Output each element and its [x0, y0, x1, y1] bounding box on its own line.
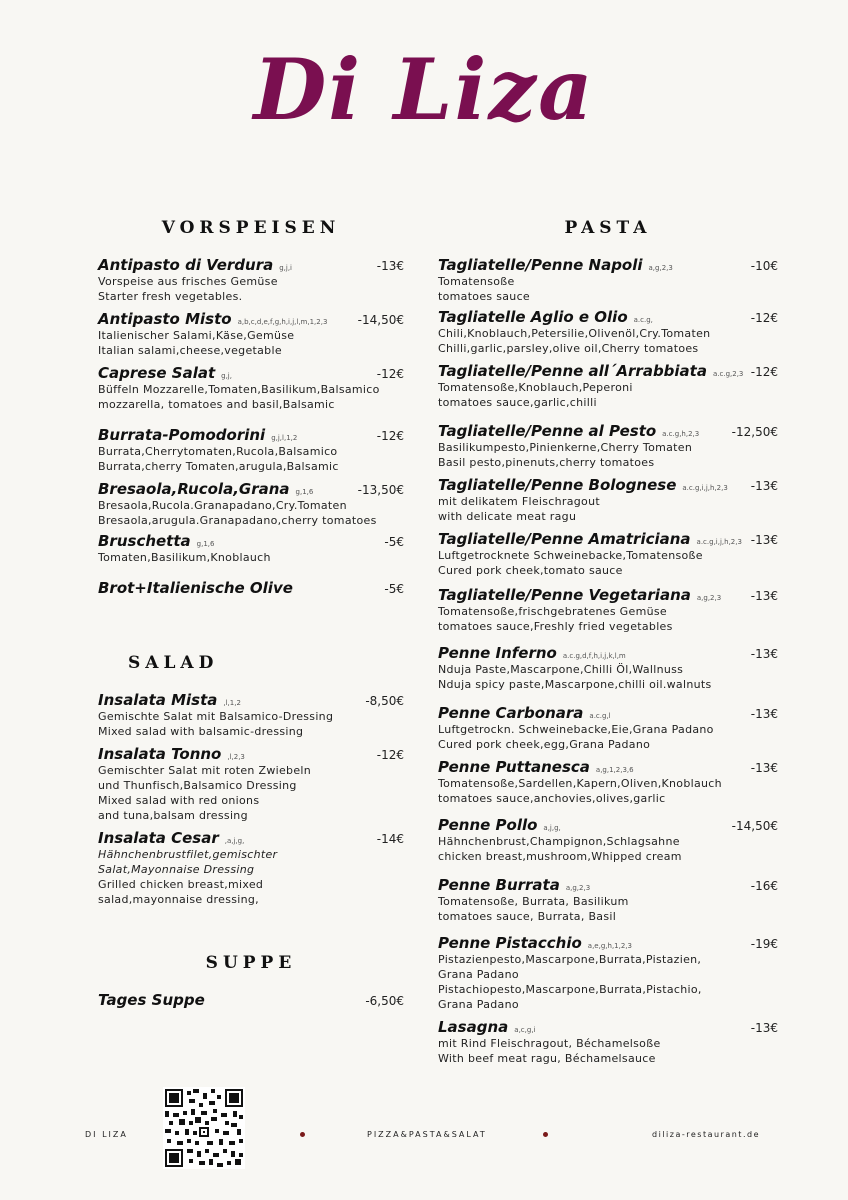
menu-item — [438, 308, 778, 356]
menu-item-header — [438, 476, 778, 494]
menu-item-title — [98, 745, 245, 763]
menu-item-price: -12€ — [750, 311, 778, 325]
menu-item-price: -19€ — [750, 937, 778, 951]
menu-item-header — [98, 532, 404, 550]
menu-item-header — [98, 480, 404, 498]
menu-item-price: -13€ — [750, 589, 778, 603]
menu-item-title — [98, 256, 292, 274]
menu-item-description: Mixed salad with balsamic-dressing — [98, 725, 304, 738]
menu-item-title — [438, 704, 611, 722]
menu-item-description: Luftgetrockn. Schweinebacke,Eie,Grana Padano — [438, 723, 714, 736]
menu-item-name: Tagliatelle/Penne Vegetariana — [438, 586, 691, 604]
menu-item — [98, 480, 404, 528]
menu-item-price: -16€ — [750, 879, 778, 893]
menu-item — [438, 876, 778, 924]
allergen-codes: g,1,6 — [295, 488, 314, 496]
menu-item-header — [438, 362, 778, 380]
menu-item-price: -14€ — [376, 832, 404, 846]
allergen-codes: a,j,g, — [543, 824, 561, 832]
menu-item-price: -13,50€ — [357, 483, 404, 497]
menu-item-description: Tomatensoße,Knoblauch,Peperoni — [438, 381, 633, 394]
menu-item-title — [438, 256, 673, 274]
menu-item-description: Luftgetrocknete Schweinebacke,Tomatensoße — [438, 549, 703, 562]
section-title-suppe: SUPPE — [205, 953, 297, 973]
menu-item-description: Büffeln Mozzarelle,Tomaten,Basilikum,Balsamico — [98, 383, 380, 396]
menu-item-title — [438, 644, 626, 662]
menu-item-header — [438, 530, 778, 548]
menu-item-price: -13€ — [750, 533, 778, 547]
menu-item-name: Insalata Tonno — [98, 745, 222, 763]
menu-item-description: salad,mayonnaise dressing, — [98, 893, 259, 906]
menu-item-name: Penne Puttanesca — [438, 758, 590, 776]
menu-item-description: Italian salami,cheese,vegetable — [98, 344, 282, 357]
menu-item-title — [98, 691, 241, 709]
menu-item-description: tomatoes sauce,garlic,chilli — [438, 396, 597, 409]
brand-logo: Di Liza — [253, 40, 595, 139]
menu-item-title — [98, 480, 313, 498]
menu-item-description: Tomaten,Basilikum,Knoblauch — [98, 551, 271, 564]
menu-item-header — [438, 308, 778, 326]
menu-item-description: Grana Padano — [438, 998, 519, 1011]
menu-item-name: Insalata Mista — [98, 691, 218, 709]
menu-item-description: Cured pork cheek,egg,Grana Padano — [438, 738, 651, 751]
menu-item-price: -12€ — [376, 367, 404, 381]
allergen-codes: a.c.g, — [633, 316, 653, 324]
menu-item-description: Gemischter Salat mit roten Zwiebeln — [98, 764, 312, 777]
menu-item-description: Burrata,Cherrytomaten,Rucola,Balsamico — [98, 445, 338, 458]
footer-website-link[interactable]: diliza-restaurant.de — [652, 1130, 760, 1139]
allergen-codes: a,g,2,3 — [696, 594, 722, 602]
allergen-codes: a,e,g,h,1,2,3 — [587, 942, 632, 950]
menu-item-header — [438, 704, 778, 722]
suppe-list — [98, 991, 404, 1009]
menu-item-header — [98, 364, 404, 382]
menu-item-title — [98, 532, 214, 550]
menu-item-title — [438, 816, 561, 834]
menu-item-price: -5€ — [384, 582, 404, 596]
menu-item — [438, 704, 778, 752]
menu-item-description: Salat,Mayonnaise Dressing — [98, 863, 255, 876]
menu-item-title — [438, 1018, 535, 1036]
menu-item-price: -12,50€ — [731, 425, 778, 439]
menu-item-name: Tages Suppe — [98, 991, 205, 1009]
footer-brand: DI LIZA — [85, 1130, 128, 1139]
menu-item-name: Bruschetta — [98, 532, 191, 550]
menu-item-header — [98, 745, 404, 763]
allergen-codes: a,g,2,3 — [565, 884, 591, 892]
menu-item-price: -12€ — [376, 429, 404, 443]
menu-item — [98, 532, 404, 565]
menu-item — [438, 362, 778, 410]
allergen-codes: ,a,j,g, — [224, 837, 245, 845]
footer-tagline: PIZZA&PASTA&SALAT — [367, 1130, 487, 1139]
left-column — [98, 218, 404, 1015]
menu-item-name: Penne Burrata — [438, 876, 560, 894]
menu-item-description: Nduja spicy paste,Mascarpone,chilli oil.walnuts — [438, 678, 712, 691]
menu-item — [98, 691, 404, 739]
footer-dot-icon — [300, 1132, 305, 1137]
section-title-salad: SALAD — [128, 653, 219, 673]
menu-item — [98, 256, 404, 304]
menu-item-header — [98, 256, 404, 274]
menu-item-description: Pistazienpesto,Mascarpone,Burrata,Pistazien, — [438, 953, 702, 966]
menu-item-name: Penne Carbonara — [438, 704, 584, 722]
menu-item-name: Tagliatelle Aglio e Olio — [438, 308, 628, 326]
allergen-codes: a,b,c,d,e,f,g,h,i,j,l,m,1,2,3 — [237, 318, 328, 326]
menu-item-name: Antipasto Misto — [98, 310, 232, 328]
menu-item-name: Penne Pollo — [438, 816, 538, 834]
menu-item-description: Vorspeise aus frisches Gemüse — [98, 275, 278, 288]
menu-item-description: Tomatensoße,Sardellen,Kapern,Oliven,Knoblauch — [438, 777, 722, 790]
menu-item-header — [438, 586, 778, 604]
allergen-codes: a.c.g,i,j,h,2,3 — [696, 538, 742, 546]
menu-item-title — [438, 586, 721, 604]
menu-item-description: and tuna,balsam dressing — [98, 809, 248, 822]
menu-item-header — [438, 934, 778, 952]
allergen-codes: g,j,i — [279, 264, 293, 272]
menu-item-header — [98, 829, 404, 847]
allergen-codes: a,g,1,2,3,6 — [595, 766, 634, 774]
menu-item — [98, 364, 404, 412]
menu-item-description: mit Rind Fleischragout, Béchamelsoße — [438, 1037, 661, 1050]
menu-item-description: Hähnchenbrust,Champignon,Schlagsahne — [438, 835, 680, 848]
menu-item-title — [98, 991, 205, 1009]
menu-item — [438, 530, 778, 578]
menu-item-header — [98, 691, 404, 709]
menu-item — [98, 579, 404, 597]
menu-item — [98, 991, 404, 1009]
menu-item-header — [438, 422, 778, 440]
menu-item — [438, 934, 778, 1012]
menu-item-price: -13€ — [750, 761, 778, 775]
menu-item-description: tomatoes sauce — [438, 290, 530, 303]
allergen-codes: a.c.g,i,j,h,2,3 — [682, 484, 728, 492]
menu-item-name: Tagliatelle/Penne all´Arrabbiata — [438, 362, 707, 380]
allergen-codes: g,j,l,1,2 — [271, 434, 298, 442]
menu-item — [438, 256, 778, 304]
allergen-codes: a.c.g,d,f,h,i,j,k,l,m — [562, 652, 626, 660]
menu-item-description: tomatoes sauce, Burrata, Basil — [438, 910, 617, 923]
menu-item-price: -12€ — [376, 748, 404, 762]
qr-code-icon[interactable] — [163, 1087, 245, 1169]
menu-item-title — [438, 530, 742, 548]
menu-item-name: Caprese Salat — [98, 364, 216, 382]
menu-item-name: Penne Pistacchio — [438, 934, 582, 952]
menu-item — [98, 310, 404, 358]
menu-item-title — [98, 310, 327, 328]
menu-item-header — [438, 816, 778, 834]
allergen-codes: ,l,2,3 — [227, 753, 245, 761]
menu-item-title — [98, 829, 244, 847]
menu-item-name: Tagliatelle/Penne Napoli — [438, 256, 643, 274]
menu-item-title — [438, 422, 699, 440]
menu-item-description: und Thunfisch,Balsamico Dressing — [98, 779, 297, 792]
menu-item-title — [438, 308, 653, 326]
vorspeisen-list — [98, 256, 404, 597]
menu-item-price: -13€ — [750, 647, 778, 661]
menu-item-title — [98, 579, 293, 597]
footer-dot-icon — [543, 1132, 548, 1137]
menu-item-description: Burrata,cherry Tomaten,arugula,Balsamic — [98, 460, 339, 473]
menu-item-description: Grana Padano — [438, 968, 519, 981]
menu-item-description: tomatoes sauce,anchovies,olives,garlic — [438, 792, 666, 805]
menu-item — [438, 586, 778, 634]
menu-item — [438, 758, 778, 806]
menu-item-description: Pistachiopesto,Mascarpone,Burrata,Pistachio, — [438, 983, 702, 996]
menu-item-name: Antipasto di Verdura — [98, 256, 274, 274]
menu-item-price: -13€ — [750, 707, 778, 721]
menu-item-description: Tomatensoße — [438, 275, 515, 288]
menu-item-header — [98, 579, 404, 597]
menu-item-description: Hähnchenbrustfilet,gemischter — [98, 848, 278, 861]
menu-item-price: -14,50€ — [357, 313, 404, 327]
menu-item-price: -13€ — [750, 1021, 778, 1035]
menu-item-description: mozzarella, tomatoes and basil,Balsamic — [98, 398, 335, 411]
menu-item-description: Gemischte Salat mit Balsamico-Dressing — [98, 710, 334, 723]
allergen-codes: a.c.g,h,2,3 — [662, 430, 700, 438]
right-column — [438, 218, 778, 1072]
menu-item-description: Tomatensoße,frischgebratenes Gemüse — [438, 605, 667, 618]
section-title-pasta: PASTA — [564, 218, 652, 238]
menu-item-price: -14,50€ — [731, 819, 778, 833]
menu-item-name: Tagliatelle/Penne Bolognese — [438, 476, 677, 494]
menu-item — [438, 644, 778, 692]
menu-item-name: Tagliatelle/Penne Amatriciana — [438, 530, 691, 548]
menu-item-description: Nduja Paste,Mascarpone,Chilli Öl,Wallnuss — [438, 663, 684, 676]
menu-item-name: Tagliatelle/Penne al Pesto — [438, 422, 657, 440]
menu-item — [98, 426, 404, 474]
menu-item-header — [438, 876, 778, 894]
menu-item-name: Insalata Cesar — [98, 829, 219, 847]
menu-item-title — [98, 364, 232, 382]
section-title-vorspeisen: VORSPEISEN — [161, 218, 341, 238]
menu-item-header — [438, 1018, 778, 1036]
menu-item-description: tomatoes sauce,Freshly fried vegetables — [438, 620, 673, 633]
allergen-codes: g,1,6 — [196, 540, 215, 548]
menu-item-description: with delicate meat ragu — [438, 510, 577, 523]
menu-item — [438, 422, 778, 470]
menu-item-header — [98, 310, 404, 328]
allergen-codes: ,l,1,2 — [223, 699, 241, 707]
menu-item-price: -13€ — [376, 259, 404, 273]
menu-item-title — [438, 362, 743, 380]
menu-item-name: Bresaola,Rucola,Grana — [98, 480, 290, 498]
menu-item — [438, 1018, 778, 1066]
menu-item-price: -12€ — [750, 365, 778, 379]
menu-item-description: Chilli,garlic,parsley,olive oil,Cherry tomatoes — [438, 342, 699, 355]
menu-item-description: Tomatensoße, Burrata, Basilikum — [438, 895, 629, 908]
menu-item-name: Lasagna — [438, 1018, 509, 1036]
menu-item-price: -5€ — [384, 535, 404, 549]
menu-item — [438, 816, 778, 864]
menu-item-description: chicken breast,mushroom,Whipped cream — [438, 850, 682, 863]
menu-item-title — [438, 876, 590, 894]
allergen-codes: a,g,2,3 — [648, 264, 673, 272]
menu-item-description: With beef meat ragu, Béchamelsauce — [438, 1052, 656, 1065]
menu-item-description: Bresaola,Rucola.Granapadano,Cry.Tomaten — [98, 499, 347, 512]
menu-item-price: -8,50€ — [365, 694, 404, 708]
menu-item-header — [98, 991, 404, 1009]
menu-item-description: Basil pesto,pinenuts,cherry tomatoes — [438, 456, 655, 469]
menu-item-title — [438, 758, 634, 776]
menu-item — [438, 476, 778, 524]
menu-item-header — [438, 644, 778, 662]
menu-item-title — [98, 426, 297, 444]
menu-item-price: -10€ — [750, 259, 778, 273]
menu-item-name: Burrata-Pomodorini — [98, 426, 266, 444]
menu-item-description: Starter fresh vegetables. — [98, 290, 243, 303]
menu-item-title — [438, 934, 632, 952]
allergen-codes: a,c,g,i — [514, 1026, 536, 1034]
salad-list — [98, 691, 404, 907]
menu-item-price: -6,50€ — [365, 994, 404, 1008]
menu-item-description: Chili,Knoblauch,Petersilie,Olivenöl,Cry.Tomaten — [438, 327, 711, 340]
menu-item-name: Brot+Italienische Olive — [98, 579, 293, 597]
menu-item-header — [98, 426, 404, 444]
menu-item-description: Mixed salad with red onions — [98, 794, 260, 807]
menu-item-name: Penne Inferno — [438, 644, 557, 662]
menu-item-description: mit delikatem Fleischragout — [438, 495, 600, 508]
menu-item-description: Basilikumpesto,Pinienkerne,Cherry Tomaten — [438, 441, 693, 454]
allergen-codes: a.c.g,l — [589, 712, 611, 720]
menu-item-header — [438, 256, 778, 274]
menu-item-description: Italienischer Salami,Käse,Gemüse — [98, 329, 295, 342]
menu-item-price: -13€ — [750, 479, 778, 493]
menu-item — [98, 829, 404, 907]
menu-item-header — [438, 758, 778, 776]
menu-item — [98, 745, 404, 823]
menu-item-title — [438, 476, 728, 494]
menu-item-description: Bresaola,arugula.Granapadano,cherry tomatoes — [98, 514, 377, 527]
pasta-list — [438, 256, 778, 1066]
menu-item-description: Grilled chicken breast,mixed — [98, 878, 264, 891]
allergen-codes: g,j, — [221, 372, 232, 380]
menu-item-description: Cured pork cheek,tomato sauce — [438, 564, 623, 577]
allergen-codes: a.c.g,2,3 — [712, 370, 744, 378]
